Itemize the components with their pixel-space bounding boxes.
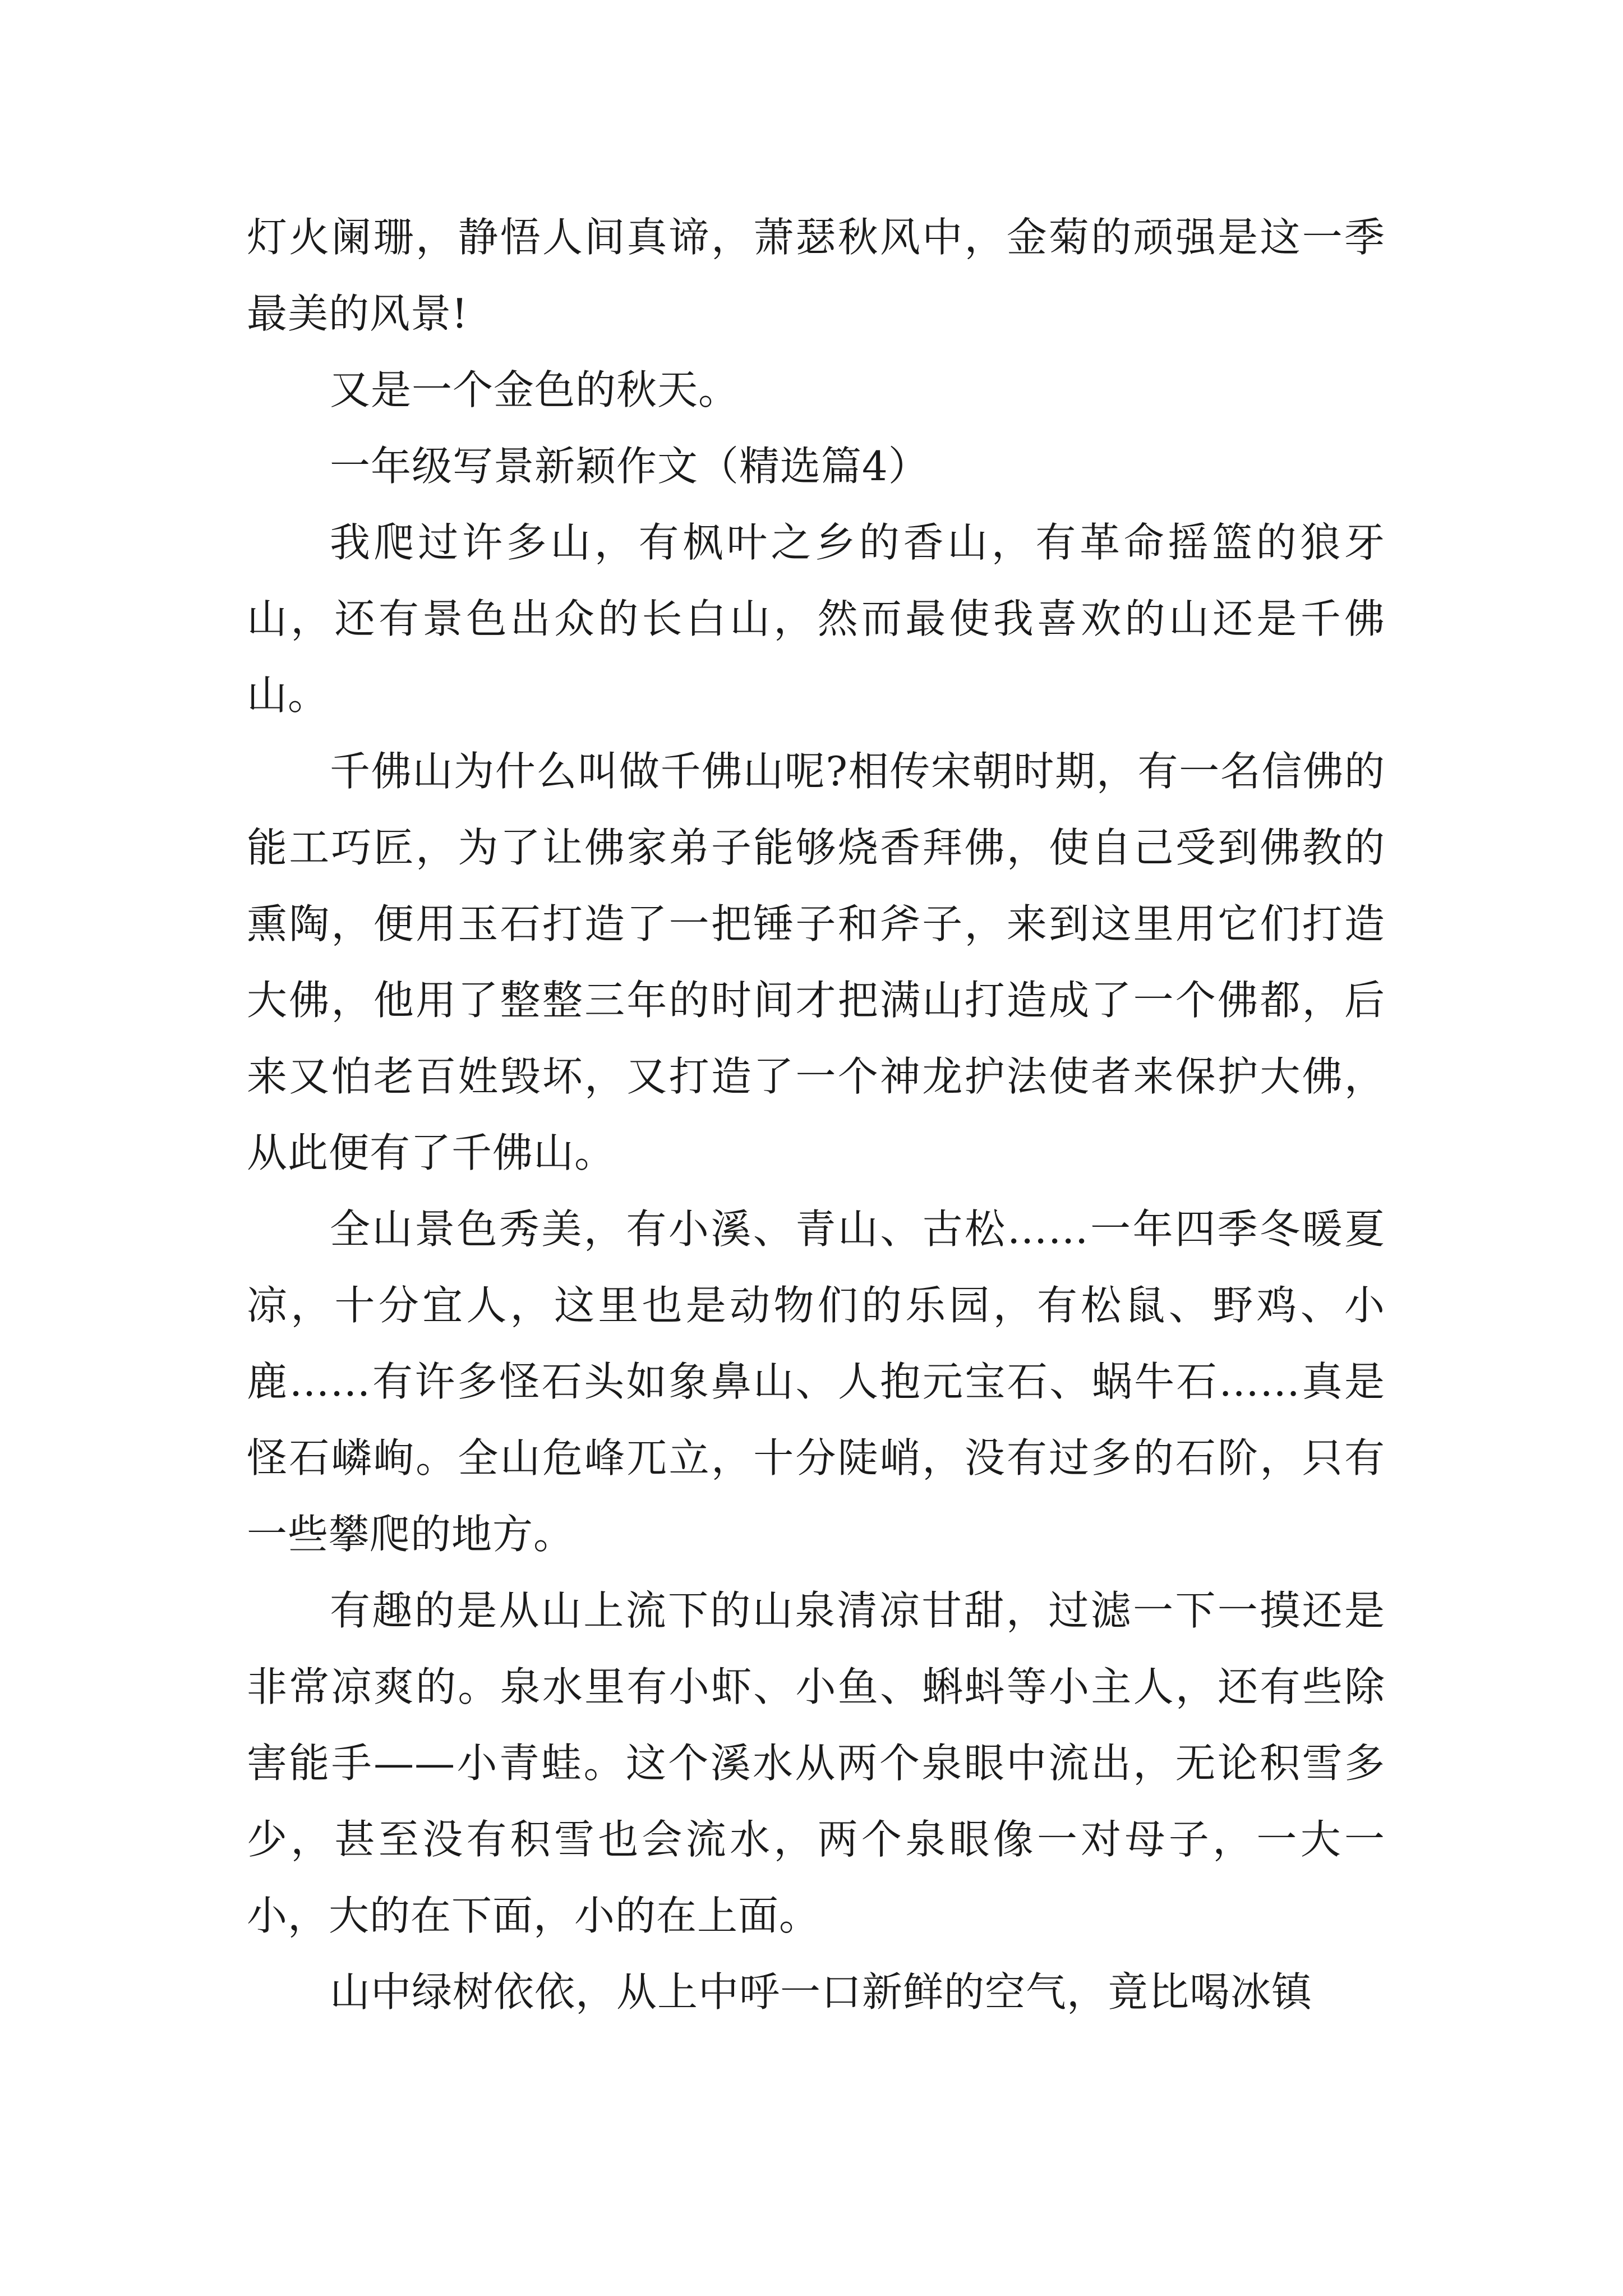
paragraph-3: 我爬过许多山，有枫叶之乡的香山，有革命摇篮的狼牙山，还有景色出众的长白山，然而最使我喜欢的山还是千佛山。 bbox=[247, 519, 1385, 719]
paragraph-7: 山中绿树依依，从上中呼一口新鲜的空气，竟比喝冰镇 bbox=[330, 1968, 1313, 2016]
paragraph-4: 千佛山为什么叫做千佛山呢?相传宋朝时期，有一名信佛的能工巧匠，为了让佛家弟子能够烧香拜佛，使自己受到佛教的熏陶，便用玉石打造了一把锤子和斧子，来到这里用它们打造大佛，他用了整整三年的时间才把满山打造成了一个佛都，后来又怕老百姓毁坏，又打造了一个神龙护法使者来保护大佛，从此便有了千佛山。 bbox=[247, 748, 1385, 1176]
paragraph-6: 有趣的是从山上流下的山泉清凉甘甜，过滤一下一摸还是非常凉爽的。泉水里有小虾、小鱼、蝌蚪等小主人，还有些除害能手——小青蛙。这个溪水从两个泉眼中流出，无论积雪多少，甚至没有积雪也会流水，两个泉眼像一对母子，一大一小，大的在下面，小的在上面。 bbox=[247, 1587, 1385, 1939]
paragraph-5: 全山景色秀美，有小溪、青山、古松……一年四季冬暖夏凉，十分宜人，这里也是动物们的乐园，有松鼠、野鸡、小鹿……有许多怪石头如象鼻山、人抱元宝石、蜗牛石……真是怪石嶙峋。全山危峰兀立，十分陡峭，没有过多的石阶，只有一些攀爬的地方。 bbox=[247, 1205, 1385, 1558]
paragraph-1: 灯火阑珊，静悟人间真谛，萧瑟秋风中，金菊的顽强是这一季最美的风景! bbox=[247, 214, 1385, 337]
section-heading: 一年级写景新颖作文（精选篇4） bbox=[330, 443, 929, 490]
document-body bbox=[247, 199, 1385, 2030]
paragraph-2: 又是一个金色的秋天。 bbox=[330, 366, 740, 413]
